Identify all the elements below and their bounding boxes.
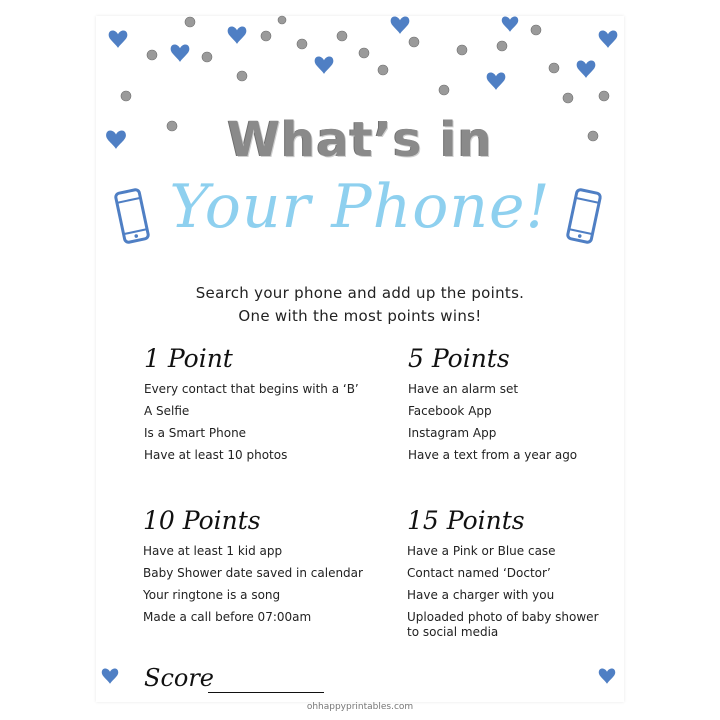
heart-icon <box>315 57 334 74</box>
instructions <box>96 282 624 328</box>
list-item: Uploaded photo of baby shower to social media <box>407 610 599 639</box>
glitter-dot-icon <box>457 45 467 55</box>
score-blank-line[interactable] <box>208 692 324 693</box>
list-item: Your ringtone is a song <box>143 588 281 602</box>
glitter-dot-icon <box>202 52 212 62</box>
list-item: Contact named ‘Doctor’ <box>407 566 551 580</box>
list-item: Have an alarm set <box>408 382 519 396</box>
instructions-line-1: Search your phone and add up the points. <box>195 284 525 302</box>
list-item: Baby Shower date saved in calendar <box>143 566 363 580</box>
list-item: Have a Pink or Blue case <box>407 544 556 558</box>
heart-icon <box>228 27 247 44</box>
section-5-points <box>408 344 638 470</box>
list-item: Have a text from a year ago <box>408 448 578 462</box>
section-10-points <box>143 506 373 632</box>
footer-website: ohhappyprintables.com <box>306 702 414 712</box>
list-item: Every contact that begins with a ‘B’ <box>144 382 359 396</box>
heart-icon <box>171 45 190 62</box>
list-item: Have at least 10 photos <box>144 448 288 462</box>
heart-icon <box>102 668 119 683</box>
score-label: Score <box>144 664 215 692</box>
glitter-dot-icon <box>497 41 507 51</box>
phone-icon <box>112 188 152 244</box>
game-sheet <box>96 16 624 712</box>
glitter-dot-icon <box>563 93 573 103</box>
glitter-dot-icon <box>549 63 559 73</box>
heart-icon <box>577 61 596 78</box>
glitter-dot-icon <box>409 37 419 47</box>
heart-icon <box>109 31 128 48</box>
list-item: Facebook App <box>408 404 492 418</box>
heart-icon <box>599 668 616 683</box>
section-title: 1 Point <box>144 344 233 373</box>
instructions-line-2: One with the most points wins! <box>238 307 482 325</box>
glitter-dot-icon <box>378 65 388 75</box>
list-item: Made a call before 07:00am <box>143 610 312 624</box>
phone-icon <box>564 188 604 244</box>
section-15-points <box>407 506 607 647</box>
heart-icon <box>502 16 519 31</box>
glitter-dot-icon <box>261 31 271 41</box>
glitter-dot-icon <box>185 17 195 27</box>
heart-icon <box>599 31 618 48</box>
title-line-2: Your Phone! <box>169 172 551 242</box>
list-item: Is a Smart Phone <box>144 426 247 440</box>
glitter-dot-icon <box>599 91 609 101</box>
glitter-dot-icon <box>147 50 157 60</box>
heart-icon <box>391 17 410 34</box>
list-item: Have at least 1 kid app <box>143 544 283 558</box>
section-title: 5 Points <box>408 344 510 373</box>
list-item: A Selfie <box>144 404 190 418</box>
section-1-point <box>144 344 374 470</box>
list-item: Have a charger with you <box>407 588 555 602</box>
title-line-1: What’s in <box>227 112 493 168</box>
glitter-dot-icon <box>121 91 131 101</box>
glitter-dot-icon <box>237 71 247 81</box>
glitter-dot-icon <box>439 85 449 95</box>
glitter-dot-icon <box>359 48 369 58</box>
section-title: 10 Points <box>143 506 261 535</box>
section-title: 15 Points <box>407 506 525 535</box>
glitter-dot-icon <box>297 39 307 49</box>
glitter-dot-icon <box>337 31 347 41</box>
glitter-dot-icon <box>531 25 541 35</box>
heart-icon <box>487 73 506 90</box>
glitter-dot-icon <box>278 16 286 24</box>
list-item: Instagram App <box>408 426 497 440</box>
